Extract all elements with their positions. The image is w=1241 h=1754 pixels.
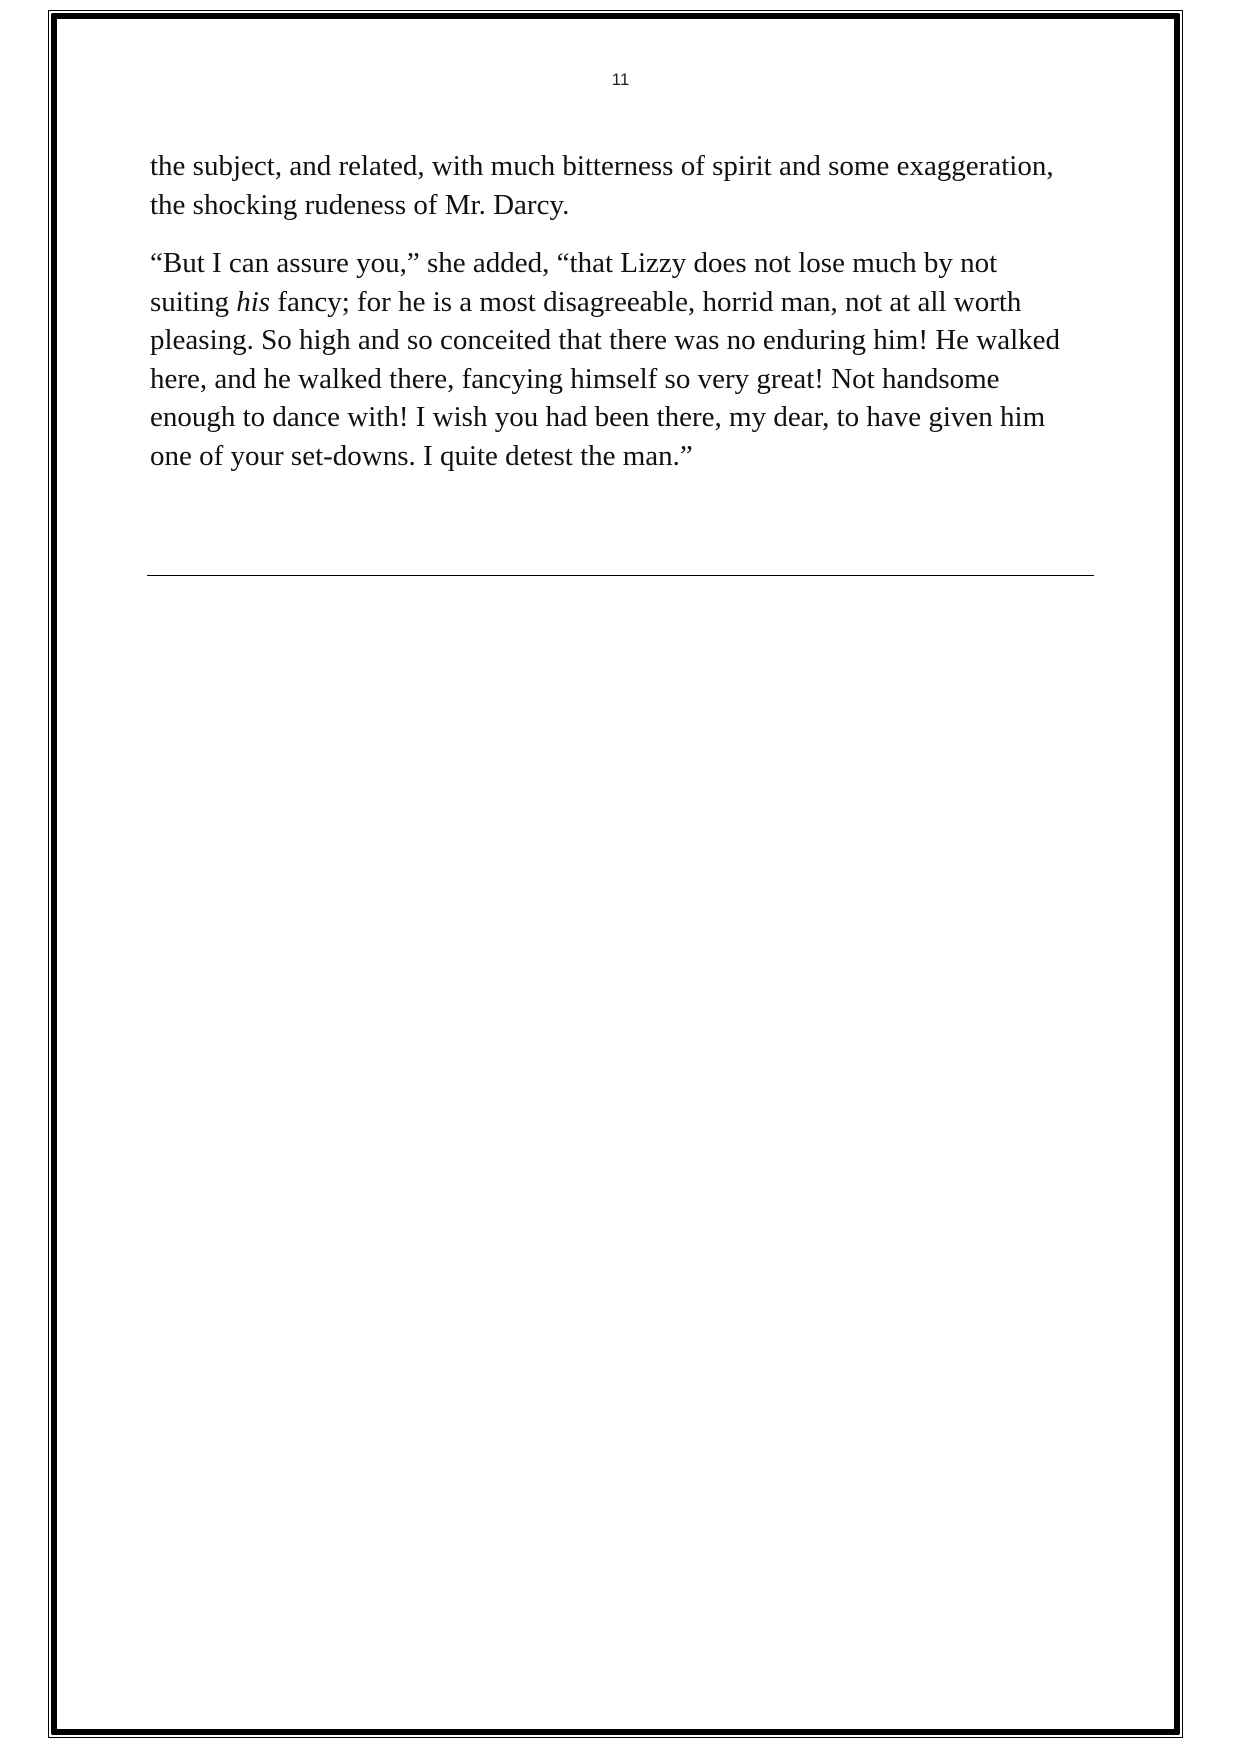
paragraph-1: the subject, and related, with much bitterness of spirit and some exaggeration, the shocking rudeness of Mr. Darcy. — [150, 150, 1054, 221]
paragraph-2-italic: his — [236, 285, 271, 318]
paragraph-2-part-1: “But I can assure you,” she added, “that Lizzy does not lose much by not suiting — [150, 247, 998, 318]
paragraph-2-part-2: fancy; for he is a most disagreeable, horrid man, not at all worth pleasing. So high and so conceited that there was no enduring him! He walked here, and he walked there, fancying himself so very great! Not handsome enough to dance with! I wish you had been there, my dear, to have given him one of your set-downs. I quite detest the man.” — [150, 285, 1061, 472]
paragraph-2 — [150, 244, 1080, 475]
page-number: 11 — [611, 70, 630, 89]
body-text — [150, 147, 1080, 495]
section-divider — [147, 575, 1094, 576]
